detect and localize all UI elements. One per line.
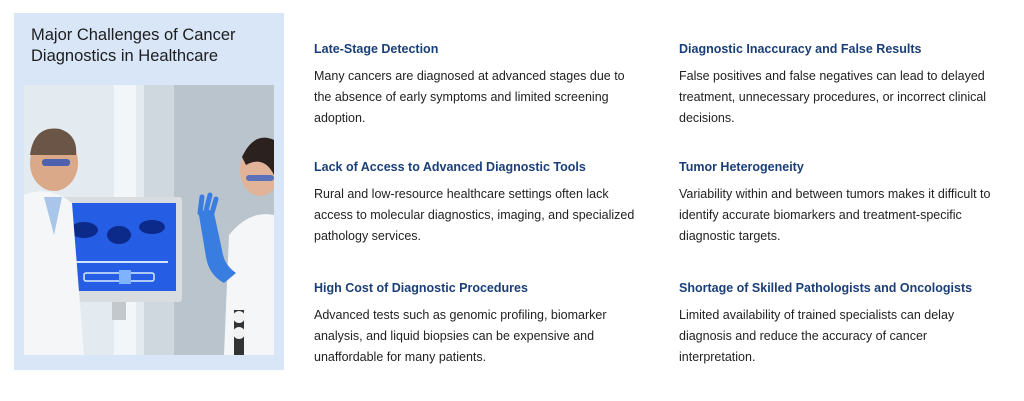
challenge-description: Variability within and between tumors makes it difficult to identify accurate biomarkers and treatment-specific diagnostic targets.	[679, 187, 991, 243]
challenge-description: Rural and low-resource healthcare settings often lack access to molecular diagnostics, imaging, and specialized pathology services.	[314, 187, 635, 243]
challenge-specialist-shortage	[679, 281, 999, 368]
challenge-late-stage-detection	[314, 42, 644, 129]
card-title: Major Challenges of Cancer Diagnostics in Healthcare	[31, 26, 236, 65]
challenge-title: Tumor Heterogeneity	[679, 160, 804, 174]
challenge-diagnostic-inaccuracy	[679, 42, 999, 129]
challenge-description: Advanced tests such as genomic profiling, biomarker analysis, and liquid biopsies can be expensive and unaffordable for many patients.	[314, 308, 607, 364]
lab-photo	[24, 85, 274, 355]
feature-card	[14, 13, 284, 370]
challenge-title: Late-Stage Detection	[314, 42, 439, 56]
challenge-title: Diagnostic Inaccuracy and False Results	[679, 42, 922, 56]
challenge-title: Lack of Access to Advanced Diagnostic Tools	[314, 160, 586, 174]
challenge-high-cost	[314, 281, 644, 368]
challenge-description: Limited availability of trained specialists can delay diagnosis and reduce the accuracy of cancer interpretation.	[679, 308, 955, 364]
lab-illustration	[24, 85, 274, 355]
challenge-description: Many cancers are diagnosed at advanced stages due to the absence of early symptoms and limited screening adoption.	[314, 69, 625, 125]
challenge-title: Shortage of Skilled Pathologists and Oncologists	[679, 281, 973, 295]
challenge-description: False positives and false negatives can lead to delayed treatment, unnecessary procedures, or incorrect clinical decisions.	[679, 69, 987, 125]
challenge-lack-of-access	[314, 160, 644, 247]
challenge-title: High Cost of Diagnostic Procedures	[314, 281, 528, 295]
challenge-tumor-heterogeneity	[679, 160, 999, 247]
